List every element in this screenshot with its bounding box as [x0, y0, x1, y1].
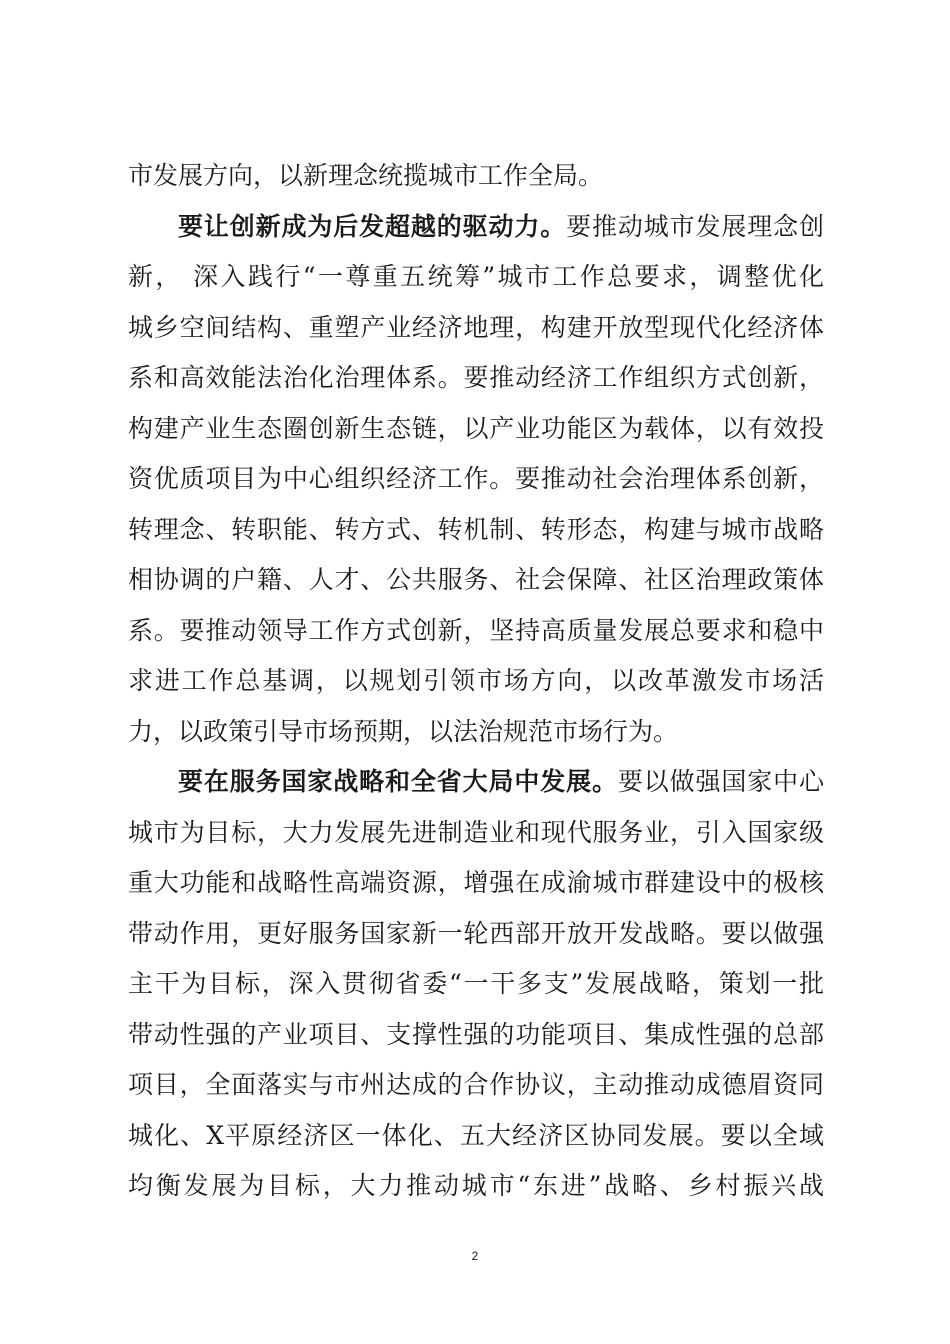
text-line: 求进工作总基调，以规划引领市场方向，以改革激发市场活	[128, 666, 824, 695]
text-line: 转理念、转职能、转方式、转机制、转形态，构建与城市战略	[128, 514, 824, 544]
text-line: 力，以政策引导市场预期，以法治规范市场行为。	[128, 716, 679, 746]
page-number: 2	[471, 1249, 479, 1263]
text-line: 项目，全面落实与市州达成的合作协议，主动推动成德眉资同	[128, 1070, 824, 1099]
text-line: 城市为目标，大力发展先进制造业和现代服务业，引入国家级	[128, 817, 824, 847]
text-line-rest: 要推动城市发展理念创	[566, 211, 824, 241]
text-line: 新， 深入践行“一尊重五统筹”城市工作总要求，调整优化	[128, 262, 824, 291]
paragraph-lead-heading: 要在服务国家战略和全省大局中发展。	[178, 767, 618, 796]
text-line	[128, 757, 824, 808]
text-line: 城乡空间结构、重塑产业经济地理，构建开放型现代化经济体	[128, 312, 824, 342]
body-text	[128, 151, 824, 1212]
paragraph-lead-heading: 要让创新成为后发超越的驱动力。	[178, 211, 567, 241]
text-line: 构建产业生态圈创新生态链，以产业功能区为载体，以有效投	[128, 413, 824, 443]
text-line: 系。要推动领导工作方式创新，坚持高质量发展总要求和稳中	[128, 615, 824, 645]
text-line: 带动作用，更好服务国家新一轮西部开放开发战略。要以做强	[128, 918, 824, 948]
text-line: 带动性强的产业项目、支撑性强的功能项目、集成性强的总部	[128, 1019, 824, 1049]
text-line: 市发展方向，以新理念统揽城市工作全局。	[128, 161, 604, 190]
text-line: 均衡发展为目标，大力推动城市“东进”战略、乡村振兴战	[128, 1171, 824, 1200]
text-line: 主干为目标，深入贯彻省委“一干多支”发展战略，策划一批	[128, 969, 824, 998]
text-line	[128, 202, 824, 253]
text-line-rest: 要以做强国家中心	[617, 767, 824, 796]
text-line: 城化、X平原经济区一体化、五大经济区协同发展。要以全域	[128, 1120, 824, 1150]
text-line: 系和高效能法治化治理体系。要推动经济工作组织方式创新，	[128, 363, 824, 392]
text-line: 相协调的户籍、人才、公共服务、社会保障、社区治理政策体	[128, 565, 824, 594]
text-line: 重大功能和战略性高端资源，增强在成渝城市群建设中的极核	[128, 868, 824, 897]
text-line: 资优质项目为中心组织经济工作。要推动社会治理体系创新，	[128, 464, 824, 493]
